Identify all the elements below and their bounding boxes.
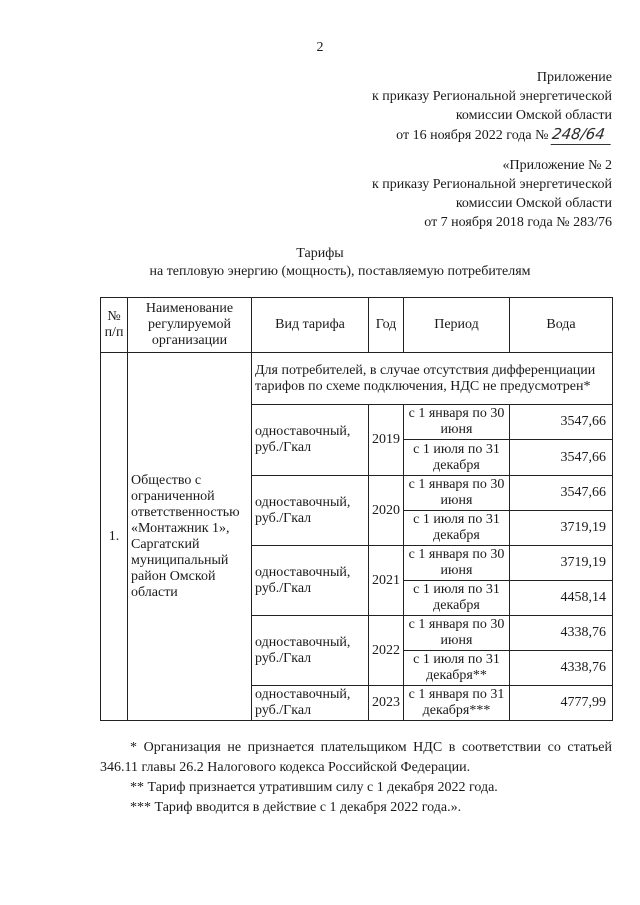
water-value-cell: 3547,66 <box>510 440 613 476</box>
period-cell: с 1 июля по 31 декабря <box>404 581 510 616</box>
period-cell: с 1 января по 30 июня <box>404 405 510 440</box>
period-cell: с 1 января по 30 июня <box>404 476 510 511</box>
header-period: Период <box>404 298 510 353</box>
appendix-line-3: комиссии Омской области <box>455 108 612 123</box>
handwritten-order-number: 248/64 <box>551 125 614 145</box>
tariff-type-cell: одноставочный, руб./Гкал <box>252 546 369 616</box>
water-value-cell: 4338,76 <box>510 651 613 686</box>
appendix-line-4 <box>372 125 612 145</box>
water-value-cell: 3719,19 <box>510 511 613 546</box>
prev-appendix-line-3: комиссии Омской области <box>455 196 612 211</box>
footnotes <box>100 738 612 818</box>
footnote-2: ** Тариф признается утратившим силу с 1 декабря 2022 года. <box>130 780 498 795</box>
water-value-cell: 4338,76 <box>510 616 613 651</box>
header-water: Вода <box>510 298 613 353</box>
year-cell: 2023 <box>369 686 404 721</box>
footnote-3: *** Тариф вводится в действие с 1 декабря 2022 года.». <box>130 800 462 815</box>
tariff-table <box>100 297 613 721</box>
prev-appendix-line-4: от 7 ноября 2018 года № 283/76 <box>424 215 612 230</box>
period-cell: с 1 января по 30 июня <box>404 546 510 581</box>
footnote-1: * Организация не признается плательщиком НДС в соответствии со статьей 346.11 главы 26.2 Налогового кодекса Российской Федерации. <box>100 740 612 775</box>
year-cell: 2021 <box>369 546 404 616</box>
tariff-type-cell: одноставочный, руб./Гкал <box>252 476 369 546</box>
appendix-line-2: к приказу Региональной энергетической <box>371 89 612 104</box>
period-cell: с 1 июля по 31 декабря <box>404 511 510 546</box>
period-cell: с 1 января по 30 июня <box>404 616 510 651</box>
page-number: 2 <box>316 40 324 55</box>
water-value-cell: 3547,66 <box>510 405 613 440</box>
consumer-condition: Для потребителей, в случае отсутствия дифференциации тарифов по схеме подключения, НДС не предусмотрен* <box>252 353 613 405</box>
tariff-type-cell: одноставочный, руб./Гкал <box>252 616 369 686</box>
row-number: 1. <box>101 353 128 721</box>
water-value-cell: 3547,66 <box>510 476 613 511</box>
period-cell: с 1 января по 31 декабря*** <box>404 686 510 721</box>
year-cell: 2019 <box>369 405 404 476</box>
year-cell: 2020 <box>369 476 404 546</box>
water-value-cell: 4458,14 <box>510 581 613 616</box>
document-subtitle: на тепловую энергию (мощность), поставляемую потребителям <box>149 264 531 279</box>
organization-name: Общество с ограниченной ответственностью «Монтажник 1», Саргатский муниципальный район Омской области <box>128 353 252 721</box>
header-year: Год <box>369 298 404 353</box>
header-num: № п/п <box>101 298 128 353</box>
header-tariff-type: Вид тарифа <box>252 298 369 353</box>
previous-appendix-header <box>372 156 612 232</box>
water-value-cell: 3719,19 <box>510 546 613 581</box>
appendix-line-1: Приложение <box>536 70 612 85</box>
table-row <box>101 353 613 405</box>
year-cell: 2022 <box>369 616 404 686</box>
document-title: Тарифы <box>296 246 344 261</box>
prev-appendix-line-2: к приказу Региональной энергетической <box>371 177 612 192</box>
tariff-type-cell: одноставочный, руб./Гкал <box>252 405 369 476</box>
period-cell: с 1 июля по 31 декабря <box>404 440 510 476</box>
appendix-date: от 16 ноября 2022 года № <box>396 128 549 143</box>
tariff-type-cell: одноставочный, руб./Гкал <box>252 686 369 721</box>
appendix-header <box>372 68 612 145</box>
period-cell: с 1 июля по 31 декабря** <box>404 651 510 686</box>
header-organization: Наименование регулируемой организации <box>128 298 252 353</box>
prev-appendix-line-1: «Приложение № 2 <box>502 158 612 173</box>
water-value-cell: 4777,99 <box>510 686 613 721</box>
table-header-row <box>101 298 613 353</box>
